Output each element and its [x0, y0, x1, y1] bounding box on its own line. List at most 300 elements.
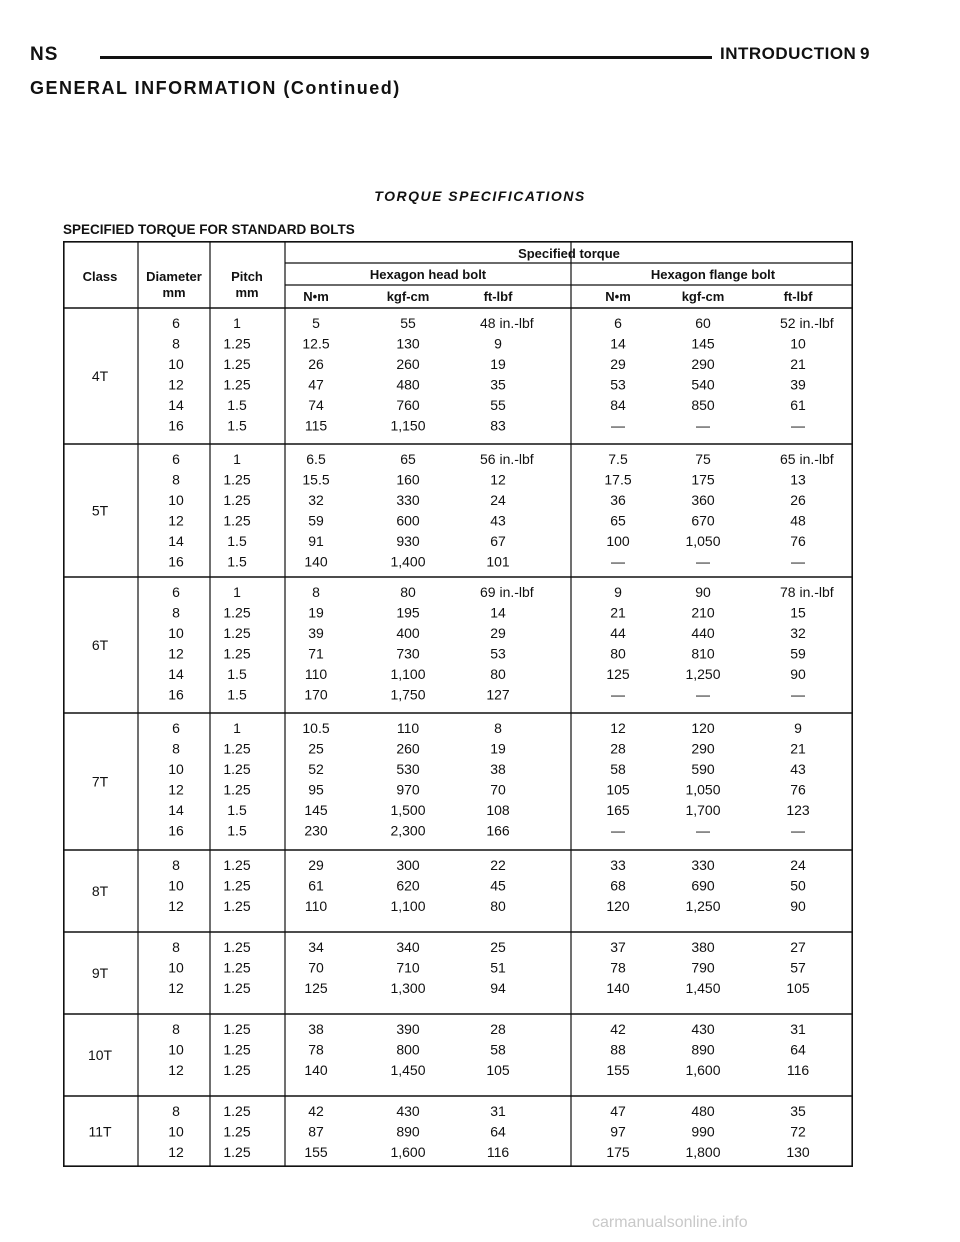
- header-diameter: Diameter: [146, 269, 202, 284]
- cell-head-ftlbf: 70: [490, 781, 506, 798]
- cell-flange-kgfcm: 990: [691, 1123, 715, 1140]
- cell-pitch: 1.25: [223, 980, 251, 996]
- cell-head-ftlbf: 80: [490, 666, 506, 682]
- cell-flange-ftlbf: 27: [790, 939, 806, 955]
- cell-pitch: 1.25: [223, 471, 251, 488]
- cell-flange-ftlbf: 64: [790, 1041, 806, 1058]
- cell-head-kgfcm: 710: [396, 959, 420, 976]
- cell-head-nm: 87: [308, 1123, 324, 1140]
- cell-head-nm: 15.5: [302, 471, 330, 488]
- cell-flange-nm: 65: [610, 512, 626, 529]
- cell-head-kgfcm: 130: [396, 335, 420, 352]
- header-diameter-unit: mm: [162, 285, 186, 300]
- cell-flange-kgfcm: 1,050: [685, 533, 721, 549]
- cell-head-kgfcm: 1,400: [390, 553, 426, 570]
- cell-head-kgfcm: 390: [396, 1021, 420, 1037]
- cell-pitch: 1.25: [223, 512, 251, 529]
- header-specified-torque: Specified torque: [518, 246, 620, 261]
- cell-flange-nm: 155: [606, 1062, 630, 1078]
- cell-head-nm: 42: [308, 1103, 324, 1119]
- cell-flange-ftlbf: 26: [790, 492, 806, 508]
- cell-head-ftlbf: 94: [490, 980, 506, 996]
- cell-flange-nm: 44: [610, 625, 626, 641]
- cell-head-kgfcm: 930: [396, 533, 420, 549]
- cell-head-ftlbf: 69 in.-lbf: [480, 584, 534, 600]
- header-unit: kgf-cm: [386, 289, 430, 304]
- cell-head-nm: 39: [308, 625, 324, 641]
- cell-head-ftlbf: 28: [490, 1021, 506, 1037]
- cell-flange-kgfcm: 175: [691, 471, 715, 488]
- cell-diameter: 16: [168, 686, 184, 703]
- cell-head-ftlbf: 105: [486, 1062, 510, 1078]
- cell-flange-nm: 53: [610, 376, 626, 393]
- cell-flange-kgfcm: 75: [695, 451, 711, 467]
- header-unit: N•m: [303, 289, 329, 304]
- cell-head-kgfcm: 620: [396, 877, 420, 894]
- cell-flange-ftlbf: 116: [786, 1062, 810, 1078]
- cell-flange-nm: 80: [610, 645, 626, 662]
- cell-head-nm: 155: [304, 1144, 328, 1160]
- cell-pitch: 1.25: [223, 781, 251, 798]
- cell-flange-kgfcm: 810: [691, 645, 715, 662]
- cell-pitch: 1.5: [227, 417, 247, 434]
- cell-flange-ftlbf: 65 in.-lbf: [780, 451, 834, 467]
- cell-head-nm: 8: [312, 584, 320, 600]
- cell-head-ftlbf: 116: [486, 1144, 510, 1160]
- cell-head-nm: 110: [304, 898, 328, 914]
- cell-head-kgfcm: 160: [396, 471, 420, 488]
- table-caption: TORQUE SPECIFICATIONS: [374, 188, 586, 204]
- cell-flange-nm: 58: [610, 761, 626, 777]
- cell-diameter: 10: [168, 761, 184, 777]
- cell-diameter: 10: [168, 877, 184, 894]
- class-label: 6T: [91, 637, 109, 653]
- cell-pitch: 1.25: [223, 1041, 251, 1058]
- cell-pitch: 1.25: [223, 1144, 251, 1160]
- cell-flange-ftlbf: —: [791, 553, 805, 570]
- cell-diameter: 8: [172, 939, 180, 955]
- cell-diameter: 8: [172, 604, 180, 621]
- cell-head-ftlbf: 58: [490, 1041, 506, 1058]
- cell-head-kgfcm: 1,500: [390, 802, 426, 818]
- cell-flange-nm: 9: [614, 584, 622, 600]
- cell-head-nm: 26: [308, 356, 324, 372]
- cell-flange-nm: 17.5: [604, 471, 632, 488]
- cell-flange-nm: 140: [606, 980, 630, 996]
- cell-pitch: 1: [233, 315, 241, 331]
- cell-head-ftlbf: 22: [490, 857, 506, 873]
- header-unit: ft-lbf: [483, 289, 513, 304]
- cell-head-nm: 170: [304, 686, 328, 703]
- cell-flange-nm: 105: [606, 781, 630, 798]
- cell-pitch: 1.25: [223, 604, 251, 621]
- cell-head-kgfcm: 1,150: [390, 417, 426, 434]
- cell-flange-ftlbf: 76: [790, 781, 806, 798]
- cell-head-ftlbf: 80: [490, 898, 506, 914]
- cell-diameter: 6: [172, 720, 180, 736]
- cell-diameter: 8: [172, 471, 180, 488]
- cell-head-nm: 12.5: [302, 335, 330, 352]
- cell-diameter: 10: [168, 1041, 184, 1058]
- cell-flange-kgfcm: 1,700: [685, 802, 721, 818]
- cell-head-nm: 140: [304, 553, 328, 570]
- cell-flange-nm: 175: [606, 1144, 630, 1160]
- table-title: SPECIFIED TORQUE FOR STANDARD BOLTS: [63, 222, 355, 237]
- cell-head-kgfcm: 530: [396, 761, 420, 777]
- cell-flange-ftlbf: 90: [790, 666, 806, 682]
- cell-flange-kgfcm: 480: [691, 1103, 715, 1119]
- cell-diameter: 10: [168, 1123, 184, 1140]
- header-pitch-unit: mm: [235, 285, 259, 300]
- cell-head-ftlbf: 25: [490, 939, 506, 955]
- cell-flange-ftlbf: 31: [790, 1021, 806, 1037]
- cell-flange-nm: 21: [610, 604, 626, 621]
- cell-flange-kgfcm: 790: [691, 959, 715, 976]
- cell-head-nm: 25: [308, 740, 324, 757]
- cell-flange-ftlbf: 43: [790, 761, 806, 777]
- cell-diameter: 8: [172, 857, 180, 873]
- cell-flange-kgfcm: 690: [691, 877, 715, 894]
- cell-head-nm: 52: [308, 761, 324, 777]
- cell-head-nm: 70: [308, 959, 324, 976]
- cell-pitch: 1.25: [223, 1103, 251, 1119]
- cell-flange-kgfcm: 890: [691, 1041, 715, 1058]
- cell-pitch: 1.5: [227, 686, 247, 703]
- header-hexagon-head-bolt: Hexagon head bolt: [369, 267, 487, 282]
- cell-flange-kgfcm: 430: [691, 1021, 715, 1037]
- cell-head-ftlbf: 29: [490, 625, 506, 641]
- cell-head-ftlbf: 101: [486, 553, 510, 570]
- cell-head-ftlbf: 56 in.-lbf: [480, 451, 534, 467]
- cell-head-kgfcm: 480: [396, 376, 420, 393]
- cell-head-ftlbf: 45: [490, 877, 506, 894]
- cell-head-nm: 95: [308, 781, 324, 798]
- cell-diameter: 10: [168, 625, 184, 641]
- cell-diameter: 16: [168, 822, 184, 839]
- cell-flange-ftlbf: 72: [790, 1123, 806, 1140]
- class-label: 11T: [88, 1123, 112, 1140]
- cell-head-ftlbf: 38: [490, 761, 506, 777]
- class-label: 8T: [91, 883, 109, 899]
- cell-head-nm: 140: [304, 1062, 328, 1078]
- cell-head-ftlbf: 127: [486, 686, 510, 703]
- cell-head-kgfcm: 1,450: [390, 1062, 426, 1078]
- cell-head-kgfcm: 2,300: [390, 822, 426, 839]
- cell-head-kgfcm: 400: [396, 625, 420, 641]
- cell-head-nm: 74: [308, 397, 324, 413]
- cell-flange-ftlbf: 32: [790, 625, 806, 641]
- cell-flange-kgfcm: 590: [691, 761, 715, 777]
- cell-head-kgfcm: 430: [396, 1103, 420, 1119]
- torque-table: [63, 241, 853, 1167]
- cell-flange-nm: 68: [610, 877, 626, 894]
- header-unit: N•m: [605, 289, 631, 304]
- cell-head-ftlbf: 24: [490, 492, 506, 508]
- header-hexagon-flange-bolt: Hexagon flange bolt: [650, 267, 776, 282]
- cell-diameter: 12: [168, 980, 184, 996]
- cell-head-ftlbf: 9: [494, 335, 502, 352]
- cell-pitch: 1.25: [223, 1123, 251, 1140]
- cell-head-kgfcm: 1,600: [390, 1144, 426, 1160]
- cell-head-kgfcm: 260: [396, 740, 420, 757]
- cell-diameter: 10: [168, 356, 184, 372]
- cell-head-nm: 6.5: [306, 451, 326, 467]
- watermark: carmanualsonline.info: [592, 1214, 748, 1231]
- cell-pitch: 1.5: [227, 553, 247, 570]
- cell-flange-ftlbf: 76: [790, 533, 806, 549]
- cell-pitch: 1.25: [223, 959, 251, 976]
- cell-diameter: 12: [168, 1144, 184, 1160]
- cell-pitch: 1.25: [223, 625, 251, 641]
- cell-flange-ftlbf: —: [791, 417, 805, 434]
- cell-diameter: 14: [168, 397, 184, 413]
- cell-flange-kgfcm: 540: [691, 376, 715, 393]
- cell-flange-nm: 14: [610, 335, 626, 352]
- cell-head-nm: 5: [312, 315, 320, 331]
- cell-pitch: 1.25: [223, 857, 251, 873]
- cell-flange-nm: —: [611, 822, 625, 839]
- cell-head-kgfcm: 1,300: [390, 980, 426, 996]
- cell-pitch: 1.25: [223, 761, 251, 777]
- cell-pitch: 1.25: [223, 939, 251, 955]
- cell-flange-kgfcm: 1,050: [685, 781, 721, 798]
- cell-flange-kgfcm: —: [696, 417, 710, 434]
- cell-pitch: 1.25: [223, 492, 251, 508]
- cell-flange-kgfcm: 145: [691, 335, 715, 352]
- cell-diameter: 16: [168, 417, 184, 434]
- cell-head-ftlbf: 108: [486, 802, 510, 818]
- cell-flange-kgfcm: 360: [691, 492, 715, 508]
- cell-diameter: 6: [172, 451, 180, 467]
- cell-diameter: 6: [172, 315, 180, 331]
- cell-flange-nm: 125: [606, 666, 630, 682]
- cell-head-kgfcm: 330: [396, 492, 420, 508]
- cell-pitch: 1.25: [223, 1021, 251, 1037]
- cell-flange-kgfcm: —: [696, 553, 710, 570]
- cell-head-ftlbf: 55: [490, 397, 506, 413]
- cell-flange-nm: 100: [606, 533, 630, 549]
- cell-flange-kgfcm: 380: [691, 939, 715, 955]
- cell-flange-kgfcm: 1,250: [685, 898, 721, 914]
- cell-flange-ftlbf: 24: [790, 857, 806, 873]
- cell-head-nm: 29: [308, 857, 324, 873]
- cell-head-nm: 47: [308, 376, 324, 393]
- cell-head-nm: 10.5: [302, 720, 330, 736]
- cell-pitch: 1.25: [223, 898, 251, 914]
- cell-head-nm: 125: [304, 980, 328, 996]
- cell-flange-kgfcm: 850: [691, 397, 715, 413]
- cell-head-kgfcm: 970: [396, 781, 420, 798]
- cell-flange-kgfcm: 670: [691, 512, 715, 529]
- cell-flange-kgfcm: 60: [695, 315, 711, 331]
- cell-flange-ftlbf: 35: [790, 1103, 806, 1119]
- cell-pitch: 1.5: [227, 822, 247, 839]
- cell-head-nm: 145: [304, 802, 328, 818]
- cell-head-nm: 19: [308, 604, 324, 621]
- cell-head-ftlbf: 19: [490, 740, 506, 757]
- cell-flange-ftlbf: 78 in.-lbf: [780, 584, 834, 600]
- cell-flange-kgfcm: 330: [691, 857, 715, 873]
- cell-flange-ftlbf: 39: [790, 376, 806, 393]
- cell-flange-ftlbf: 10: [790, 335, 806, 352]
- cell-flange-nm: 84: [610, 397, 626, 413]
- cell-pitch: 1.5: [227, 533, 247, 549]
- cell-flange-ftlbf: —: [791, 686, 805, 703]
- cell-flange-ftlbf: 21: [790, 356, 806, 372]
- cell-pitch: 1.25: [223, 645, 251, 662]
- cell-flange-nm: 29: [610, 356, 626, 372]
- cell-flange-kgfcm: 440: [691, 625, 715, 641]
- cell-head-ftlbf: 35: [490, 376, 506, 393]
- cell-flange-nm: 165: [606, 802, 630, 818]
- cell-head-ftlbf: 51: [490, 959, 506, 976]
- cell-flange-ftlbf: 123: [786, 802, 810, 818]
- section-title: GENERAL INFORMATION (Continued): [30, 78, 401, 98]
- cell-head-nm: 115: [304, 417, 328, 434]
- header-page-number: 9: [860, 44, 870, 63]
- cell-flange-kgfcm: 1,800: [685, 1144, 721, 1160]
- cell-diameter: 14: [168, 802, 184, 818]
- cell-flange-kgfcm: 90: [695, 584, 711, 600]
- cell-flange-kgfcm: —: [696, 822, 710, 839]
- cell-head-nm: 38: [308, 1021, 324, 1037]
- cell-flange-ftlbf: 130: [786, 1144, 810, 1160]
- cell-pitch: 1.25: [223, 1062, 251, 1078]
- cell-head-kgfcm: 80: [400, 584, 416, 600]
- cell-flange-nm: 12: [610, 720, 626, 736]
- cell-flange-ftlbf: 48: [790, 512, 806, 529]
- cell-head-kgfcm: 1,750: [390, 686, 426, 703]
- cell-head-kgfcm: 195: [396, 604, 420, 621]
- cell-flange-nm: 78: [610, 959, 626, 976]
- cell-pitch: 1.25: [223, 335, 251, 352]
- cell-flange-kgfcm: 1,250: [685, 666, 721, 682]
- cell-pitch: 1.25: [223, 877, 251, 894]
- cell-head-kgfcm: 890: [396, 1123, 420, 1140]
- cell-head-nm: 34: [308, 939, 324, 955]
- cell-head-ftlbf: 12: [490, 471, 506, 488]
- cell-flange-kgfcm: 290: [691, 356, 715, 372]
- cell-flange-nm: —: [611, 417, 625, 434]
- cell-head-kgfcm: 260: [396, 356, 420, 372]
- cell-diameter: 14: [168, 666, 184, 682]
- cell-diameter: 6: [172, 584, 180, 600]
- class-label: 9T: [91, 965, 109, 981]
- cell-head-ftlbf: 43: [490, 512, 506, 529]
- header-class: Class: [82, 269, 118, 284]
- cell-flange-ftlbf: 50: [790, 877, 806, 894]
- cell-head-kgfcm: 1,100: [390, 666, 426, 682]
- cell-flange-ftlbf: 9: [794, 720, 802, 736]
- cell-flange-nm: 97: [610, 1123, 626, 1140]
- class-label: 4T: [91, 368, 109, 384]
- cell-flange-nm: 42: [610, 1021, 626, 1037]
- cell-head-nm: 59: [308, 512, 324, 529]
- cell-pitch: 1: [233, 720, 241, 736]
- cell-flange-kgfcm: 210: [691, 604, 715, 621]
- cell-diameter: 12: [168, 512, 184, 529]
- cell-head-nm: 32: [308, 492, 324, 508]
- header-rule: [100, 56, 712, 59]
- cell-head-nm: 61: [308, 877, 324, 894]
- cell-diameter: 8: [172, 740, 180, 757]
- cell-head-kgfcm: 340: [396, 939, 420, 955]
- cell-head-ftlbf: 67: [490, 533, 506, 549]
- cell-flange-ftlbf: 13: [790, 471, 806, 488]
- cell-flange-kgfcm: —: [696, 686, 710, 703]
- cell-flange-ftlbf: 90: [790, 898, 806, 914]
- header-unit: kgf-cm: [681, 289, 725, 304]
- cell-head-ftlbf: 8: [494, 720, 502, 736]
- cell-head-kgfcm: 55: [400, 315, 416, 331]
- cell-head-nm: 91: [308, 533, 324, 549]
- cell-flange-nm: 33: [610, 857, 626, 873]
- cell-flange-nm: 6: [614, 315, 622, 331]
- cell-flange-kgfcm: 120: [691, 720, 715, 736]
- cell-head-kgfcm: 300: [396, 857, 420, 873]
- header-chapter: INTRODUCTION: [720, 44, 857, 63]
- cell-head-kgfcm: 760: [396, 397, 420, 413]
- cell-flange-nm: 88: [610, 1041, 626, 1058]
- header-unit: ft-lbf: [783, 289, 813, 304]
- cell-head-kgfcm: 110: [396, 720, 420, 736]
- cell-flange-nm: 36: [610, 492, 626, 508]
- cell-head-kgfcm: 1,100: [390, 898, 426, 914]
- cell-flange-ftlbf: —: [791, 822, 805, 839]
- cell-flange-nm: —: [611, 686, 625, 703]
- cell-diameter: 12: [168, 645, 184, 662]
- cell-diameter: 12: [168, 376, 184, 393]
- cell-flange-ftlbf: 61: [790, 397, 806, 413]
- cell-diameter: 12: [168, 1062, 184, 1078]
- class-label: 7T: [91, 773, 109, 790]
- cell-head-ftlbf: 53: [490, 645, 506, 662]
- cell-pitch: 1.25: [223, 376, 251, 393]
- cell-head-ftlbf: 48 in.-lbf: [480, 315, 534, 331]
- cell-flange-nm: —: [611, 553, 625, 570]
- cell-head-ftlbf: 14: [490, 604, 506, 621]
- cell-head-ftlbf: 64: [490, 1123, 506, 1140]
- cell-head-ftlbf: 19: [490, 356, 506, 372]
- cell-flange-kgfcm: 290: [691, 740, 715, 757]
- cell-flange-ftlbf: 57: [790, 959, 806, 976]
- cell-flange-kgfcm: 1,600: [685, 1062, 721, 1078]
- cell-head-ftlbf: 83: [490, 417, 506, 434]
- cell-flange-nm: 120: [606, 898, 630, 914]
- cell-head-nm: 78: [308, 1041, 324, 1058]
- cell-pitch: 1.25: [223, 356, 251, 372]
- cell-flange-kgfcm: 1,450: [685, 980, 721, 996]
- cell-flange-ftlbf: 52 in.-lbf: [780, 315, 834, 331]
- header-manual-code: NS: [30, 44, 59, 65]
- cell-diameter: 12: [168, 898, 184, 914]
- cell-flange-ftlbf: 59: [790, 645, 806, 662]
- cell-diameter: 10: [168, 492, 184, 508]
- header-pitch: Pitch: [231, 269, 263, 284]
- cell-diameter: 14: [168, 533, 184, 549]
- cell-head-kgfcm: 600: [396, 512, 420, 529]
- cell-flange-nm: 7.5: [608, 451, 628, 467]
- cell-pitch: 1.5: [227, 802, 247, 818]
- class-label: 5T: [91, 502, 109, 519]
- cell-head-nm: 230: [304, 822, 328, 839]
- class-label: 10T: [87, 1047, 113, 1063]
- cell-flange-ftlbf: 105: [786, 980, 810, 996]
- cell-pitch: 1.5: [227, 666, 247, 682]
- cell-pitch: 1.25: [223, 740, 251, 757]
- cell-head-kgfcm: 800: [396, 1041, 420, 1058]
- cell-diameter: 8: [172, 1103, 180, 1119]
